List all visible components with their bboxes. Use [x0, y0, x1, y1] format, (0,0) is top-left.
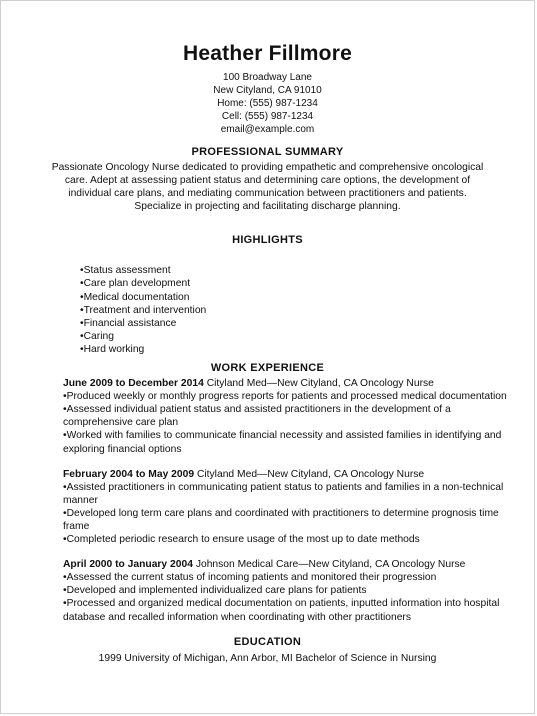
- highlight-item: • Treatment and intervention: [80, 304, 534, 317]
- work-experience-heading: WORK EXPERIENCE: [210, 362, 325, 375]
- highlight-item: • Medical documentation: [80, 291, 534, 304]
- applicant-name: Heather Fillmore: [183, 42, 352, 65]
- highlights-heading: HIGHLIGHTS: [232, 234, 303, 247]
- contact-block: [1, 71, 534, 136]
- job-dates: April 2000 to January 2004: [63, 559, 193, 571]
- highlight-item: • Caring: [80, 330, 534, 343]
- education-heading: EDUCATION: [233, 635, 302, 648]
- highlight-item: • Financial assistance: [80, 317, 534, 330]
- job-header: [63, 558, 523, 571]
- job-bullets: [63, 390, 523, 455]
- job-bullet: • Developed and implemented individualized care plans for patients: [63, 584, 523, 597]
- home-phone: Home: (555) 987-1234: [217, 98, 318, 109]
- job-bullet: • Assessed the current status of incoming patients and monitored their progression: [63, 571, 523, 584]
- highlight-item: • Hard working: [80, 343, 534, 356]
- job-dates: June 2009 to December 2014: [63, 378, 204, 390]
- highlight-item: • Care plan development: [80, 277, 534, 290]
- job-bullet: • Processed and organized medical documentation on patients, inputted information into hospital database and recalled information when coordinating with other practitioners: [63, 597, 523, 623]
- job-dates: February 2004 to May 2009: [63, 468, 195, 480]
- job-header: [63, 468, 523, 481]
- job-details: Cityland Med—New Cityland, CA Oncology Nurse: [196, 468, 425, 480]
- cell-phone: Cell: (555) 987-1234: [221, 111, 314, 122]
- summary-text: Passionate Oncology Nurse dedicated to providing empathetic and comprehensive oncological care. Adept at assessing patient status and determining care options, the development of individual care plans, and mediating communication between practitioners and patients. Specialize in projecting and facilitating discharge planning.: [51, 162, 484, 213]
- job-header: [63, 377, 523, 390]
- job-bullet: • Assisted practitioners in communicating patient status to patients and families in a non-technical manner: [63, 481, 523, 507]
- address-line-1: 100 Broadway Lane: [223, 72, 312, 83]
- job-entry: [63, 558, 523, 623]
- highlight-item: • Status assessment: [80, 264, 534, 277]
- job-details: Johnson Medical Care—New Cityland, CA Oncology Nurse: [195, 559, 466, 571]
- education-text: 1999 University of Michigan, Ann Arbor, MI Bachelor of Science in Nursing: [98, 652, 437, 664]
- work-experience-list: [63, 377, 523, 624]
- job-bullet: • Assessed individual patient status and assisted practitioners in the development of a comprehensive care plan: [63, 403, 523, 429]
- job-bullets: [63, 571, 523, 623]
- summary-heading: PROFESSIONAL SUMMARY: [191, 146, 344, 158]
- job-bullets: [63, 481, 523, 546]
- job-details: Cityland Med—New Cityland, CA Oncology Nurse: [206, 378, 434, 390]
- job-bullet: • Completed periodic research to ensure usage of the most up to date methods: [63, 533, 523, 546]
- highlights-list: [80, 264, 534, 356]
- job-bullet: • Developed long term care plans and coordinated with practitioners to determine prognosis time frame: [63, 507, 523, 533]
- job-bullet: • Worked with families to communicate financial necessity and assisted families in identifying and exploring financial options: [63, 429, 523, 455]
- job-entry: [63, 377, 523, 456]
- job-bullet: • Produced weekly or monthly progress reports for patients and processed medical documentation: [63, 390, 523, 403]
- job-entry: [63, 468, 523, 547]
- email-address: email@example.com: [220, 124, 315, 135]
- address-line-2: New Cityland, CA 91010: [213, 85, 322, 96]
